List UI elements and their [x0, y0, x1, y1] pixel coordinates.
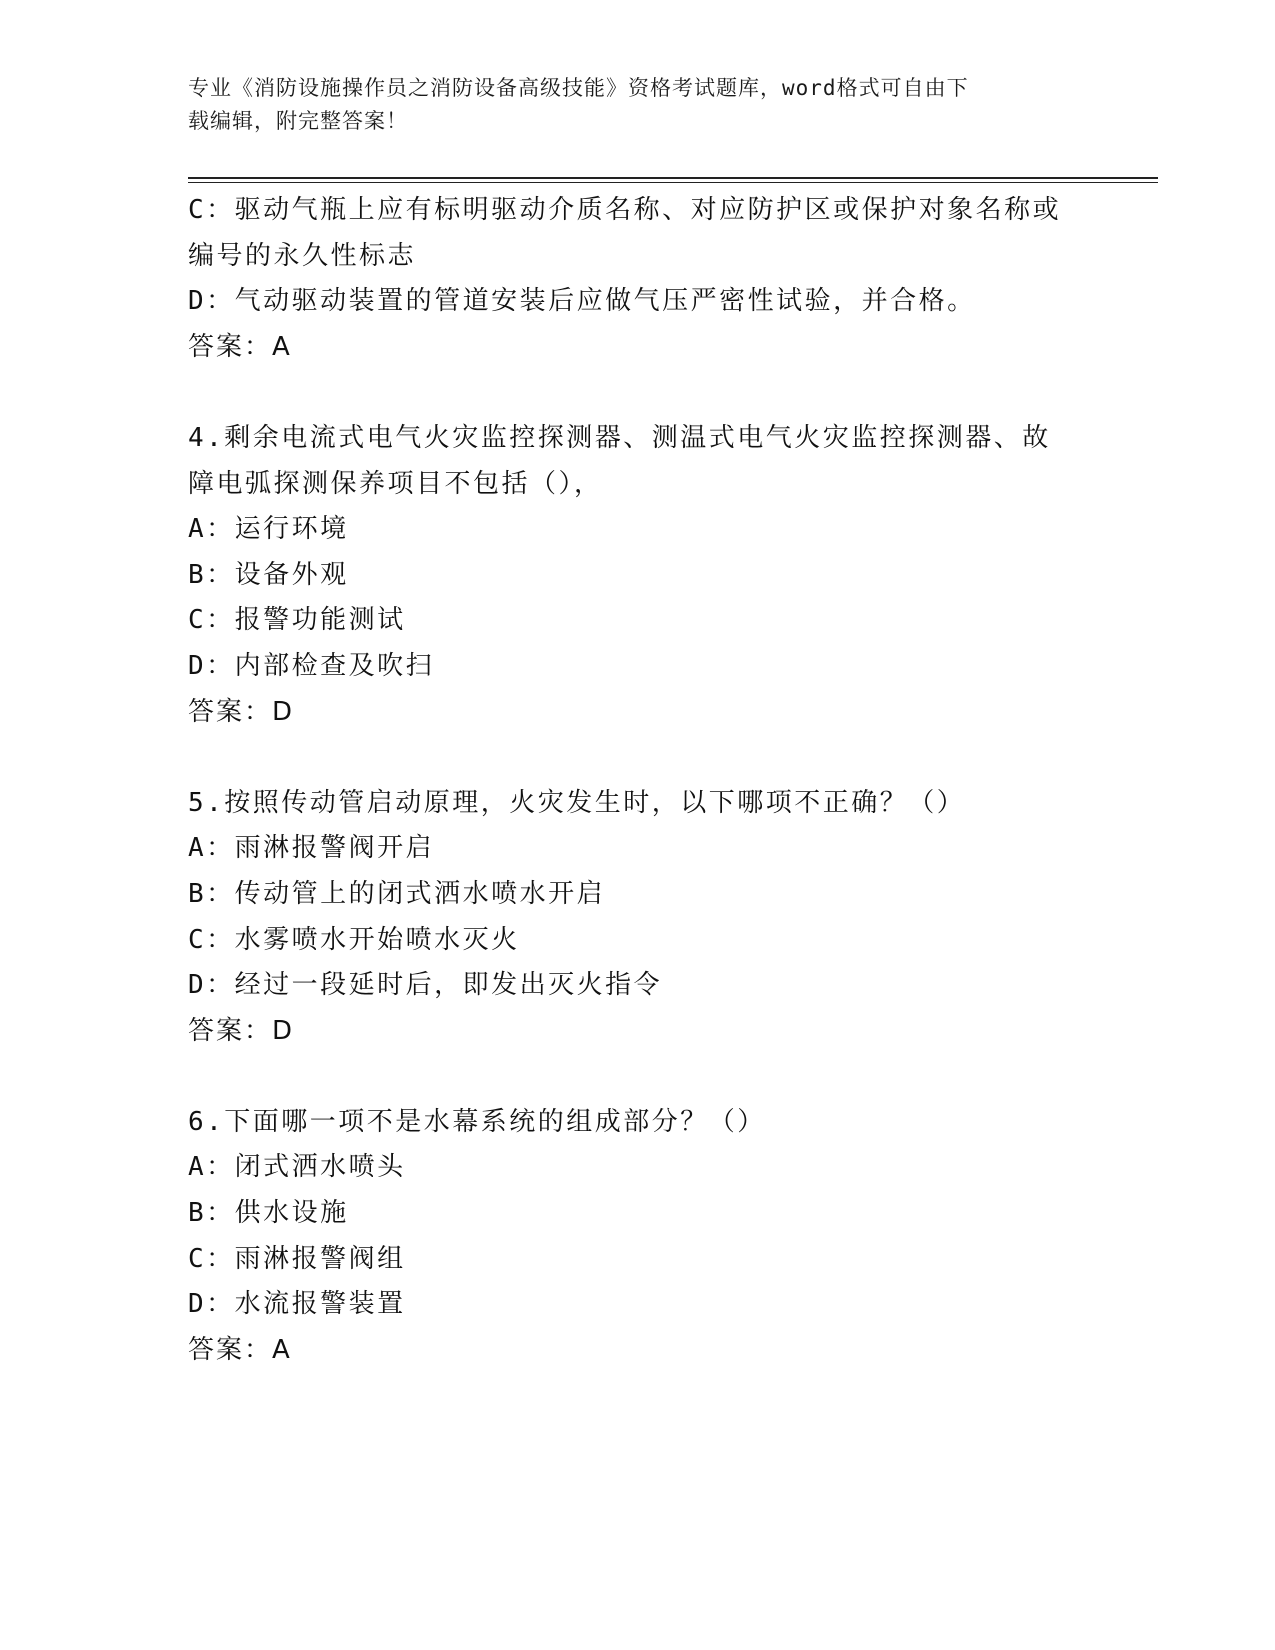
option-d: D：经过一段延时后，即发出灭火指令 — [188, 970, 663, 1001]
option-c-line-2: 编号的永久性标志 — [188, 240, 417, 271]
option-d: D：水流报警装置 — [188, 1289, 406, 1320]
question-4 — [188, 416, 1088, 735]
document-header — [188, 72, 1068, 138]
question-stem: 5.按照传动管启动原理，火灾发生时，以下哪项不正确？（） — [188, 787, 966, 818]
option-c-line-1: C：驱动气瓶上应有标明驱动介质名称、对应防护区或保护对象名称或 — [188, 195, 1062, 225]
question-stem: 6.下面哪一项不是水幕系统的组成部分？（） — [188, 1106, 766, 1137]
answer: 答案：D — [188, 1015, 295, 1046]
option-b: B：设备外观 — [188, 559, 349, 590]
header-rule-thin — [188, 182, 1158, 183]
question-3 — [188, 188, 1088, 370]
option-a: A：闭式洒水喷头 — [188, 1152, 406, 1183]
option-a: A：雨淋报警阀开启 — [188, 833, 435, 864]
option-c: C：水雾喷水开始喷水灭火 — [188, 924, 520, 955]
option-d: D：内部检查及吹扫 — [188, 650, 435, 681]
answer: 答案：A — [188, 331, 292, 362]
answer: 答案：A — [188, 1334, 292, 1365]
header-rule-thick — [188, 177, 1158, 179]
question-stem-line-2: 障电弧探测保养项目不包括（）， — [188, 468, 603, 499]
option-c: C：报警功能测试 — [188, 605, 406, 636]
spacer — [188, 1054, 1088, 1100]
spacer — [188, 735, 1088, 781]
header-line-1: 专业《消防设施操作员之消防设备高级技能》资格考试题库，word格式可自由下 — [188, 76, 969, 100]
question-list — [188, 188, 1088, 1373]
header-line-2: 载编辑，附完整答案！ — [188, 109, 408, 133]
question-stem-line-1: 4.剩余电流式电气火灾监控探测器、测温式电气火灾监控探测器、故 — [188, 422, 1051, 453]
option-d: D：气动驱动装置的管道安装后应做气压严密性试验，并合格。 — [188, 286, 976, 317]
option-b: B：传动管上的闭式洒水喷水开启 — [188, 878, 606, 909]
answer: 答案：D — [188, 696, 295, 727]
option-c: C：雨淋报警阀组 — [188, 1243, 406, 1274]
option-b: B：供水设施 — [188, 1198, 349, 1229]
spacer — [188, 370, 1088, 416]
option-a: A：运行环境 — [188, 514, 349, 545]
question-5 — [188, 781, 1088, 1055]
question-6 — [188, 1100, 1088, 1374]
